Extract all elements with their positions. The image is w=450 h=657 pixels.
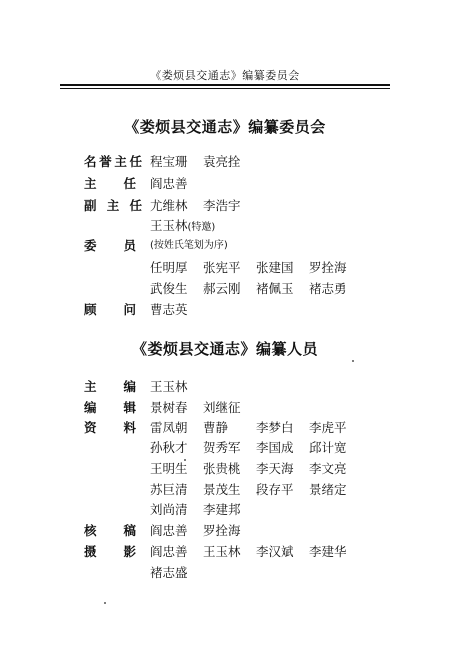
name-list — [150, 398, 256, 416]
role-char: 稿 — [123, 523, 136, 538]
role-label — [84, 236, 136, 254]
name-list — [150, 377, 203, 395]
role-char: 任 — [123, 176, 136, 191]
person-name: 程宝珊 — [150, 154, 188, 169]
person-name: 阎忠善 — [150, 176, 188, 191]
header-rule-thin — [60, 88, 390, 89]
role-label — [84, 418, 136, 436]
annotation-note: (特邀) — [187, 222, 216, 233]
name-list — [150, 563, 203, 581]
person-name: 郝云刚 — [203, 281, 241, 296]
person-name: 褚志勇 — [309, 281, 347, 296]
role-label — [84, 174, 136, 192]
person-name: 阎忠善 — [150, 523, 188, 538]
role-label — [84, 377, 136, 395]
name-list — [150, 521, 256, 539]
name-list — [150, 174, 203, 192]
header-rule-thick — [60, 84, 390, 86]
role-char: 顾 — [84, 302, 97, 317]
committee-title: 《娄烦县交通志》编纂委员会 — [124, 118, 326, 136]
name-list — [150, 500, 256, 518]
person-name: 武俊生 — [150, 281, 188, 296]
role-char: 摄 — [84, 544, 97, 559]
role-label — [84, 196, 142, 214]
role-char: 任 — [129, 154, 142, 169]
print-speck — [352, 360, 354, 362]
person-name: 刘尚清 — [150, 502, 188, 517]
person-name: 苏巨清 — [150, 482, 188, 497]
person-name: 罗拴海 — [309, 260, 347, 275]
person-name: 王玉林 — [150, 379, 188, 394]
person-name: 褚佩玉 — [256, 281, 294, 296]
person-name: 曹静 — [203, 420, 229, 435]
name-list — [150, 300, 203, 318]
person-name: 李文亮 — [309, 461, 347, 476]
name-list — [150, 236, 228, 251]
role-char: 主 — [84, 176, 97, 191]
person-name: 罗拴海 — [203, 523, 241, 538]
person-name: 张贵桃 — [203, 461, 241, 476]
person-name: 张宪平 — [203, 260, 241, 275]
name-list — [150, 480, 362, 498]
person-name: 曹志英 — [150, 302, 188, 317]
person-name: 段存平 — [256, 482, 294, 497]
person-name: 李浩宇 — [203, 198, 241, 213]
person-name: 李建邦 — [203, 502, 241, 517]
person-name: 阎忠善 — [150, 544, 188, 559]
role-char: 主 — [84, 379, 97, 394]
role-char: 名 — [84, 154, 97, 169]
role-char: 辑 — [123, 400, 136, 415]
person-name: 景茂生 — [203, 482, 241, 497]
role-char: 资 — [84, 420, 97, 435]
person-name: 李梦白 — [256, 420, 294, 435]
role-char: 主 — [114, 154, 127, 169]
person-name: 李虎平 — [309, 420, 347, 435]
person-name: 任明厚 — [150, 260, 188, 275]
person-name: 景绪定 — [309, 482, 347, 497]
person-name: 孙秋才 — [150, 440, 188, 455]
name-list — [150, 279, 362, 297]
person-name: 王玉林 — [203, 544, 241, 559]
person-name: 李天海 — [256, 461, 294, 476]
role-char: 问 — [123, 302, 136, 317]
role-char: 影 — [123, 544, 136, 559]
role-char: 主 — [106, 198, 120, 213]
name-list — [150, 152, 256, 170]
role-char: 核 — [84, 523, 97, 538]
name-list — [150, 542, 362, 560]
role-char: 员 — [123, 238, 136, 253]
name-list — [150, 438, 362, 456]
print-speck — [104, 602, 106, 604]
person-name: 李建华 — [309, 544, 347, 559]
name-list — [150, 196, 256, 214]
role-label — [84, 398, 136, 416]
name-list — [150, 216, 215, 234]
role-char: 任 — [129, 198, 142, 213]
role-char: 副 — [84, 198, 97, 213]
staff-title: 《娄烦县交通志》编纂人员 — [131, 340, 318, 358]
role-label — [84, 542, 136, 560]
person-name: 李汉斌 — [256, 544, 294, 559]
print-speck — [184, 459, 186, 461]
role-char: 委 — [84, 238, 97, 253]
person-name: 邱计宽 — [309, 440, 347, 455]
person-name: 王明生 — [150, 461, 188, 476]
name-list — [150, 459, 362, 477]
person-name: 尤维林 — [150, 198, 188, 213]
running-header: 《娄烦县交通志》编纂委员会 — [150, 69, 300, 82]
role-char: 料 — [123, 420, 136, 435]
role-label — [84, 300, 136, 318]
person-name: 雷凤朝 — [150, 420, 188, 435]
annotation-note: (按姓氏笔划为序) — [150, 240, 228, 251]
name-list — [150, 418, 362, 436]
name-list — [150, 258, 362, 276]
role-label — [84, 152, 142, 170]
role-label — [84, 521, 136, 539]
person-name: 褚志盛 — [150, 565, 188, 580]
role-char: 编 — [123, 379, 136, 394]
person-name: 李国成 — [256, 440, 294, 455]
person-name: 张建国 — [256, 260, 294, 275]
person-name: 刘继征 — [203, 400, 241, 415]
role-char: 编 — [84, 400, 97, 415]
person-name: 贺秀军 — [203, 440, 241, 455]
person-name: 袁亮拴 — [203, 154, 241, 169]
person-name: 景树春 — [150, 400, 188, 415]
role-char: 誉 — [99, 154, 112, 169]
person-name: 王玉林 — [150, 218, 188, 233]
